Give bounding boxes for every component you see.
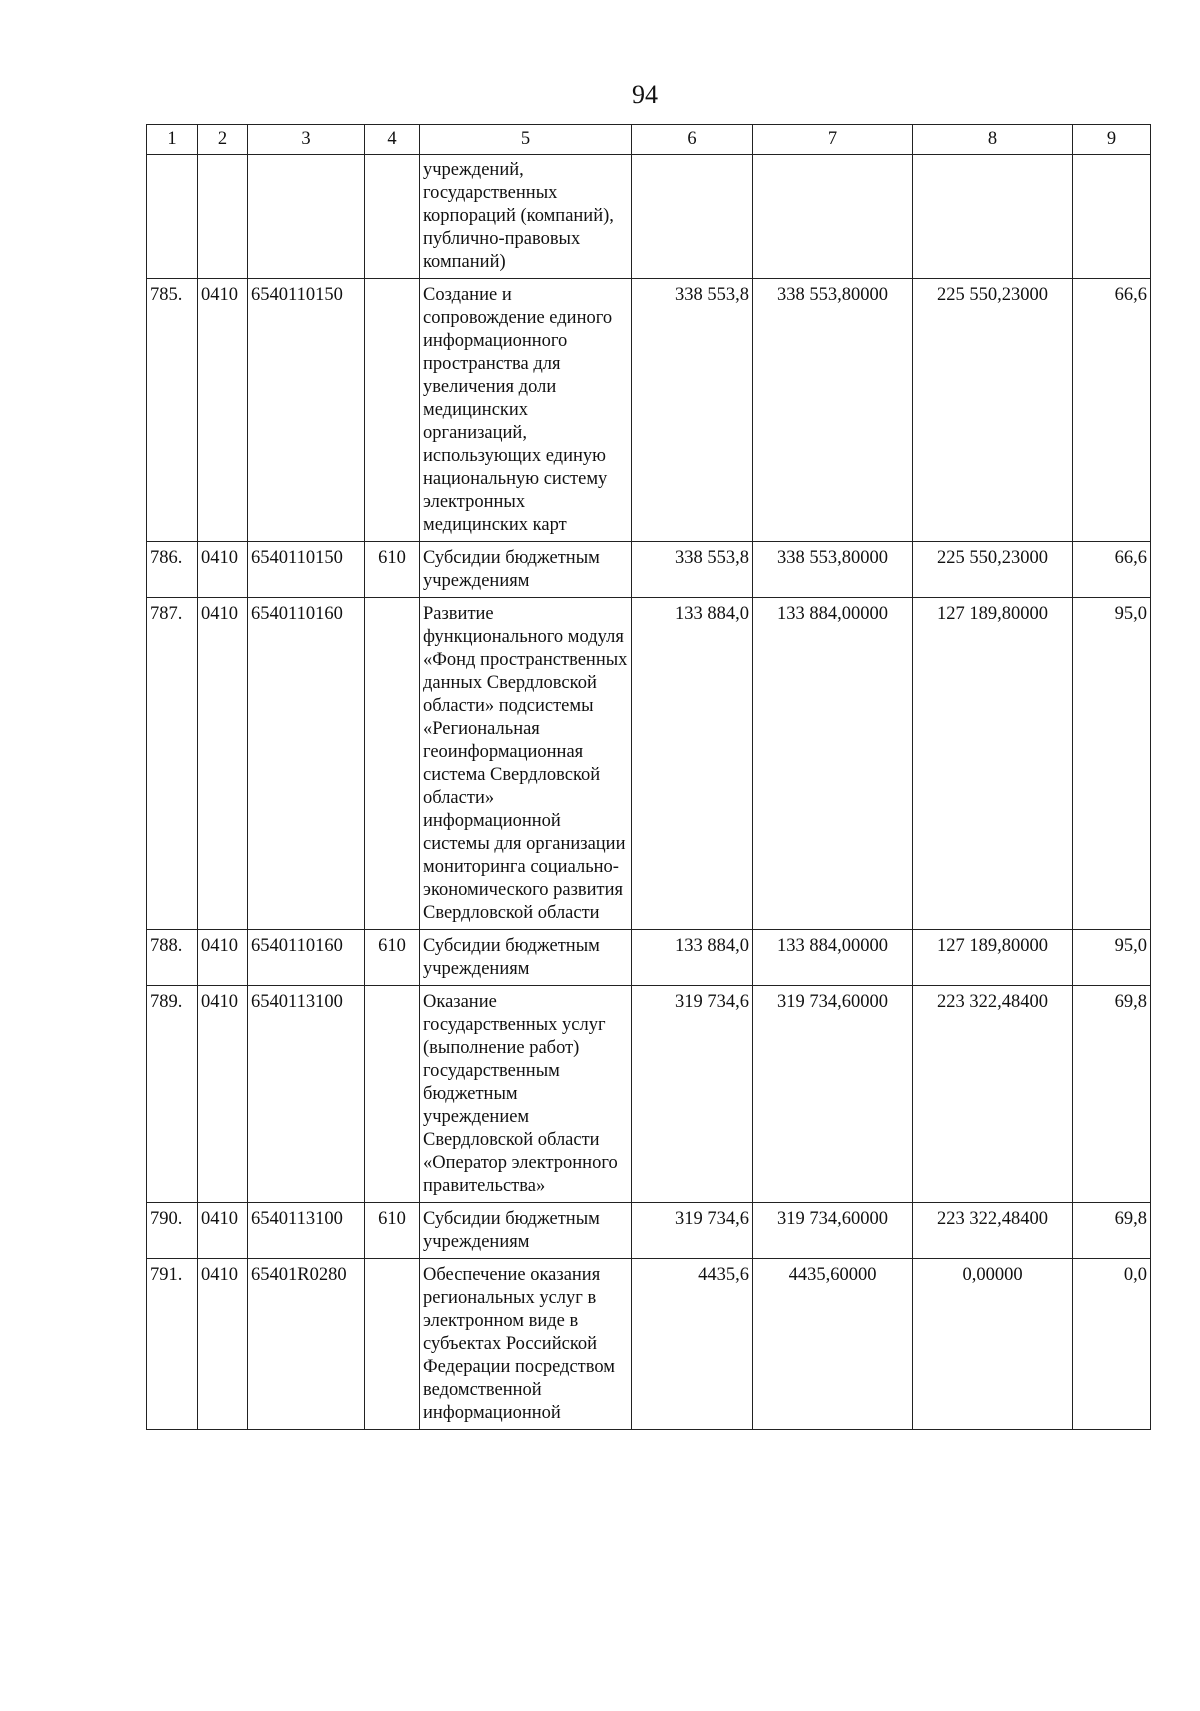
- section-code: 0410: [198, 930, 248, 986]
- header-col-9: 9: [1073, 125, 1151, 155]
- value-col-8: 127 189,80000: [913, 930, 1073, 986]
- section-code: 0410: [198, 1259, 248, 1430]
- target-article-code: 6540113100: [248, 1203, 365, 1259]
- item-name: Обеспечение оказания региональных услуг в электронном виде в субъектах Российской Федерации посредством ведомственной информационной: [420, 1259, 632, 1430]
- value-col-6: 319 734,6: [632, 986, 753, 1203]
- value-col-7: 133 884,00000: [753, 930, 913, 986]
- section-code: 0410: [198, 542, 248, 598]
- row-number: 790.: [147, 1203, 198, 1259]
- expense-type-code: 610: [365, 1203, 420, 1259]
- item-name: Субсидии бюджетным учреждениям: [420, 1203, 632, 1259]
- value-col-8: 223 322,48400: [913, 1203, 1073, 1259]
- table-row: [147, 1259, 1151, 1430]
- value-col-8: 225 550,23000: [913, 542, 1073, 598]
- value-col-6: 133 884,0: [632, 598, 753, 930]
- item-name: Создание и сопровождение единого информационного пространства для увеличения доли медицинских организаций, использующих единую национальную систему электронных медицинских карт: [420, 279, 632, 542]
- section-code: 0410: [198, 279, 248, 542]
- expense-type-code: [365, 1259, 420, 1430]
- value-col-6: 133 884,0: [632, 930, 753, 986]
- percent-col-9: 66,6: [1073, 542, 1151, 598]
- target-article-code: 65401R0280: [248, 1259, 365, 1430]
- value-col-7: 319 734,60000: [753, 1203, 913, 1259]
- value-col-8: 127 189,80000: [913, 598, 1073, 930]
- item-name: Оказание государственных услуг (выполнение работ) государственным бюджетным учреждением Свердловской области «Оператор электронного правительства»: [420, 986, 632, 1203]
- section-code: [198, 155, 248, 279]
- value-col-7: 133 884,00000: [753, 598, 913, 930]
- percent-col-9: 0,0: [1073, 1259, 1151, 1430]
- target-article-code: 6540113100: [248, 986, 365, 1203]
- item-name: Субсидии бюджетным учреждениям: [420, 930, 632, 986]
- expense-type-code: [365, 986, 420, 1203]
- row-number: [147, 155, 198, 279]
- section-code: 0410: [198, 598, 248, 930]
- row-number: 788.: [147, 930, 198, 986]
- target-article-code: 6540110150: [248, 279, 365, 542]
- table-row-continuation: [147, 155, 1151, 279]
- target-article-code: 6540110160: [248, 930, 365, 986]
- item-name: Субсидии бюджетным учреждениям: [420, 542, 632, 598]
- header-col-2: 2: [198, 125, 248, 155]
- expense-type-code: [365, 155, 420, 279]
- table-row: [147, 986, 1151, 1203]
- percent-col-9: 69,8: [1073, 986, 1151, 1203]
- value-col-8: [913, 155, 1073, 279]
- header-col-8: 8: [913, 125, 1073, 155]
- page-number: 94: [632, 80, 658, 109]
- percent-col-9: 66,6: [1073, 279, 1151, 542]
- expense-type-code: 610: [365, 930, 420, 986]
- table-row: [147, 930, 1151, 986]
- percent-col-9: [1073, 155, 1151, 279]
- target-article-code: [248, 155, 365, 279]
- percent-col-9: 69,8: [1073, 1203, 1151, 1259]
- row-number: 787.: [147, 598, 198, 930]
- value-col-6: 319 734,6: [632, 1203, 753, 1259]
- section-code: 0410: [198, 986, 248, 1203]
- expense-type-code: [365, 598, 420, 930]
- value-col-8: 0,00000: [913, 1259, 1073, 1430]
- value-col-7: 319 734,60000: [753, 986, 913, 1203]
- header-col-1: 1: [147, 125, 198, 155]
- row-number: 791.: [147, 1259, 198, 1430]
- value-col-6: [632, 155, 753, 279]
- header-col-5: 5: [420, 125, 632, 155]
- value-col-7: 338 553,80000: [753, 542, 913, 598]
- percent-col-9: 95,0: [1073, 598, 1151, 930]
- value-col-6: 338 553,8: [632, 542, 753, 598]
- value-col-6: 4435,6: [632, 1259, 753, 1430]
- header-col-6: 6: [632, 125, 753, 155]
- table-row: [147, 542, 1151, 598]
- header-row: [147, 125, 1151, 155]
- value-col-7: 4435,60000: [753, 1259, 913, 1430]
- table-row: [147, 1203, 1151, 1259]
- value-col-8: 223 322,48400: [913, 986, 1073, 1203]
- expense-type-code: [365, 279, 420, 542]
- row-number: 789.: [147, 986, 198, 1203]
- section-code: 0410: [198, 1203, 248, 1259]
- value-col-8: 225 550,23000: [913, 279, 1073, 542]
- target-article-code: 6540110160: [248, 598, 365, 930]
- value-col-7: [753, 155, 913, 279]
- expense-type-code: 610: [365, 542, 420, 598]
- item-name: учреждений, государственных корпораций (компаний), публично-правовых компаний): [420, 155, 632, 279]
- header-col-7: 7: [753, 125, 913, 155]
- table-row: [147, 279, 1151, 542]
- value-col-6: 338 553,8: [632, 279, 753, 542]
- item-name: Развитие функционального модуля «Фонд пространственных данных Свердловской области» подсистемы «Региональная геоинформационная система Свердловской области» информационной системы для организации мониторинга социально-экономического развития Свердловской области: [420, 598, 632, 930]
- table-row: [147, 598, 1151, 930]
- header-col-3: 3: [248, 125, 365, 155]
- target-article-code: 6540110150: [248, 542, 365, 598]
- percent-col-9: 95,0: [1073, 930, 1151, 986]
- row-number: 785.: [147, 279, 198, 542]
- header-col-4: 4: [365, 125, 420, 155]
- row-number: 786.: [147, 542, 198, 598]
- budget-table: [146, 124, 1151, 1430]
- value-col-7: 338 553,80000: [753, 279, 913, 542]
